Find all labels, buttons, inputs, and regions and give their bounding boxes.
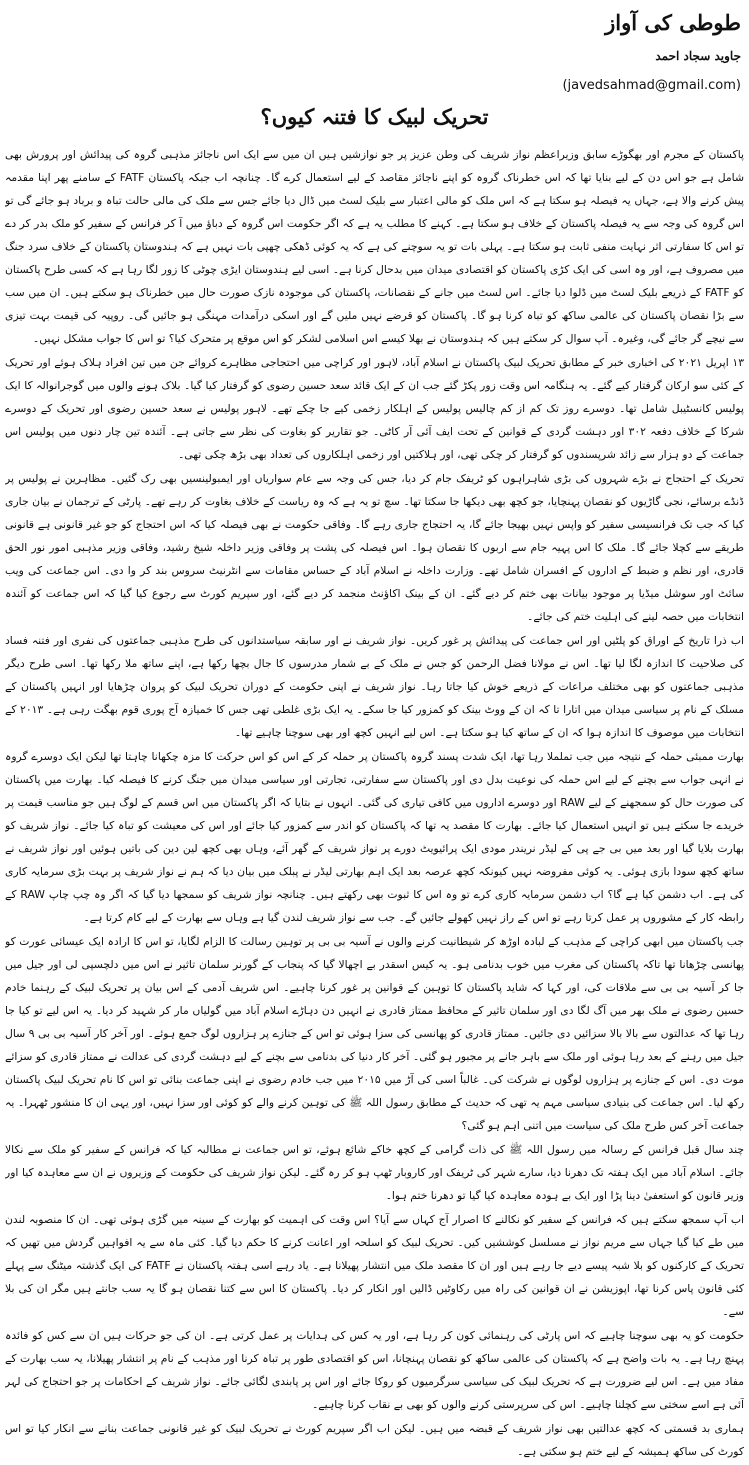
article-paragraph: جب پاکستان میں ابھی کراچی کے مذہب کے لبادہ اوڑھ کر شیطانیت کرنے والوں نے آسیہ بی بی پر توہین رسالت کا الزام لگایا، تو اس کا ارادہ ایک عیسائی عورت کو پھانسی چڑھانا تھا تاکہ پاکستان کی مغرب میں خوب بدنامی ہو۔ یہ کیس اسقدر بے اچھالا گیا کہ پنجاب کے گورنر سلمان تاثیر نے اس میں دلچسپی لی اور جیل میں جا کر آسیہ بی بی سے ملاقات کی، اور کہا کہ شاید پاکستان کا توہین کے قوانین پر غور کرنا چاہیے۔ اس شریف آدمی کے اس بیان پر تحریک لبیک کے رہنما خادم حسین رضوی نے ملک بھر میں آگ لگا دی اور سلمان تاثیر کے محافظ ممتاز قادری نے انہیں دن دہاڑے اسلام آباد میں گولیاں مار کر شہید کر دیا۔ یہ اس لیے تو کیا جا رہا تھا کہ عدالتوں سے بالا بالا سزائیں دی جائیں۔ ممتاز قادری کو پھانسی کی سزا ہوئی تو اس کے جنازے پر ہزاروں لوگ جمع ہوئے۔ اور آخر کار آسیہ بی بی ۹ سال جیل میں رہنے کے بعد رہا ہوئی اور ملک سے باہر جانے پر مجبور ہو گئی۔ آخر کار دنیا کی بدنامی سے بچنے کے لیے دہشت گردی کی عدالت نے ممتاز قادری کو سزائے موت دی۔ اس کے جنازے پر ہزاروں لوگوں نے شرکت کی۔ غالباً اسی کی آڑ میں ۲۰۱۵ میں جب خادم رضوی نے اپنی جماعت بنائی تو اس کا نام تحریک لبیک پاکستان رکھ لیا۔ اس جماعت کی بنیادی سیاسی مہم یہ تھی کہ حدیث کے مطابق رسول اللہ ﷺ کی توہین کرنے والے کو کوئی اور سزا نہیں، اور یہی ان کا منشور ٹھہرا۔ یہ جماعت آخر کس طرح ملک کی سیاست میں اتنی اہم ہو گئی؟ (5, 935, 744, 1132)
article-paragraph: اب ذرا تاریخ کے اوراق کو پلٹیں اور اس جماعت کی پیدائش پر غور کریں۔ نواز شریف نے اور سابقہ سیاستدانوں کی طرح مذہبی جماعتوں کی نفری اور فتنہ فساد کی صلاحیت کا اندازہ لگا لیا تھا۔ اس نے مولانا فضل الرحمن کو جس نے ملک کے بے شمار مدرسوں کا جال بچھا رکھا ہے، اپنے ساتھ ملا رکھا تھا۔ اسی طرح دیگر مذہبی جماعتوں کو بھی مختلف مراعات کے ذریعے خوش کیا جاتا رہا۔ نواز شریف نے اپنی حکومت کے دوران تحریک لبیک کو پروان چڑھایا اور انہیں پاکستان کے مسلک کے نام پر سیاسی میدان میں اتارا تا کہ ان کے ووٹ بینک کو کمزور کیا جا سکے۔ یہ ایک بڑی غلطی تھی جس کا خمیازہ آج پوری قوم بھگت رہی ہے۔ ۲۰۱۳ کے انتخابات میں موصوف کا اندازہ ہوا کہ ان کے ساتھ کیا ہو سکتا ہے۔ اس لیے انہیں کچھ اور بھی سوچنا چاہیے تھا۔ (5, 634, 744, 739)
article-paragraph: ہماری بد قسمتی کہ کچھ عدالتیں بھی نواز شریف کے قبضہ میں ہیں۔ لیکن اب اگر سپریم کورٹ نے تحریک لبیک کو غیر قانونی جماعت بنانے سے انکار کیا تو اس کورٹ کی ساکھ ہمیشہ کے لیے ختم ہو سکتی ہے۔ (5, 1422, 744, 1458)
article-body (5, 143, 744, 1461)
author-email: javedsahmad@gmail.com (567, 78, 736, 93)
author-email-line (0, 76, 741, 96)
column-title: طوطی کی آواز (605, 10, 741, 35)
article-paragraph: چند سال قبل فرانس کے رسالہ میں رسول اللہ ﷺ کی ذات گرامی کے کچھ خاکے شائع ہوئے، تو اس جماعت نے مطالبہ کیا کہ فرانس کے سفیر کو ملک سے نکالا جائے۔ اسلام آباد میں ایک ہفتہ تک دھرنا دیا، سارے شہر کی ٹریفک اور کاروبار ٹھپ ہو کر رہ گئے۔ لیکن نواز شریف کی حکومت کے وزیروں نے ان سے معاہدہ کیا اور وزیر قانون کو استعفیٰ دینا پڑا اور ایک بے ہودہ معاہدہ کیا گیا تو دھرنا ختم ہوا۔ (5, 1143, 744, 1202)
article-paragraph: بھارت ممبئی حملہ کے نتیجہ میں جب تململا رہا تھا، ایک شدت پسند گروہ پاکستان پر حملہ کر کے اس کو اس حرکت کا مزہ چکھانا چاہتا تھا لیکن ایک دوسرے گروہ نے انہی جواب سے بچنے کے لیے اس حملہ کی نوعیت بدل دی اور پاکستان سے سفارتی، تجارتی اور سیاسی میدان میں جنگ کرنے کا فیصلہ کیا۔ بھارت میں پاکستان کی صورت حال کو سمجھنے کے لیے RAW اور دوسرے اداروں میں کافی تیاری کی گئی۔ انہوں نے بتایا کہ اگر پاکستان میں اس قسم کے لوگ ہیں جو مناسب قیمت پر خریدے جا سکتے ہیں تو انہیں استعمال کیا جائے۔ بھارت کا مقصد یہ تھا کہ پاکستان کو اندر سے کمزور کیا جائے اور اس کی معیشت کو تباہ کیا جائے۔ نواز شریف کو بھارت بلایا گیا اور بعد میں بی جے پی کے لیڈر نریندر مودی ایک پرائیویٹ دورے پر نواز شریف کے گھر آئے، وہاں بھی کچھ لین دین کی باتیں ہوئیں اور نواز شریف نے ساتھ کچھ سودا بازی ہوئی۔ یہ کوئی مفروضہ نہیں کیونکہ کچھ عرصہ بعد ایک اہم بھارتی لیڈر نے پبلک میں بیان دیا کہ ہم نے نواز شریف پر بہت بڑی سرمایہ کاری کی ہے۔ اب دشمن کیا ہے گا؟ اب دشمن سرمایہ کاری کرے تو وہ اس کا ثبوت بھی رکھتے ہیں۔ چنانچہ نواز شریف کو سمجھا دیا گیا کہ اگر وہ چپ چاپ RAW کے رابطہ کار کے مشوروں پر عمل کرتا رہے تو اس کے راز نہیں کھولے جائیں گے۔ جب سے نواز شریف لندن گیا ہے وہاں سے بھارت کے لیے کام کرتا ہے۔ (5, 750, 744, 924)
article-title: تحریک لبیک کا فتنہ کیوں؟ (260, 104, 489, 129)
article-paragraph: تحریک کے احتجاج نے بڑے شہروں کی بڑی شاہراہوں کو ٹریفک جام کر دیا، جس کی وجہ سے عام سواریاں اور ایمبولینسیں بھی رک گئیں۔ مظاہرین نے پولیس پر ڈنڈے برسائے، نجی گاڑیوں کو نقصان پہنچایا، جو کچھ بھی دیکھا جا سکتا تھا۔ سچ تو یہ ہے کہ وہ ریاست کے خلاف بغاوت کر رہے تھے۔ پارٹی کے ترجمان نے بیان جاری کیا کہ جب تک فرانسیسی سفیر کو واپس نہیں بھیجا جائے گا، یہ احتجاج جاری رہے گا۔ وفاقی حکومت نے بھی فیصلہ کیا کہ اس احتجاج کو جو غیر قانونی ہے قانونی طریقے سے کچلا جائے گا۔ ملک کا اس پہیہ جام سے اربوں کا نقصان ہوا۔ اس فیصلہ کی پشت پر وفاقی وزیر داخلہ شیخ رشید، وفاقی وزیر مذہبی امور نور الحق قادری، اور نظم و ضبط کے اداروں کے افسران شامل تھے۔ وزارت داخلہ نے اسلام آباد کے حساس مقامات سے انٹرنیٹ سروس بند کر وا دی۔ اس جماعت کی ویب سائٹ اور سوشل میڈیا پر موجود بیانات بھی ختم کر دیے گئے۔ ان کے بینک اکاؤنٹ منجمد کر دیے گئے، اور سپریم کورٹ سے رجوع کیا گیا کہ اس جماعت کو آئندہ انتخابات میں حصہ لینے کی اہلیت ختم کی جائے۔ (5, 472, 744, 623)
author-name: جاوید سجاد احمد (655, 49, 741, 63)
article-paragraph: پاکستان کے مجرم اور بھگوڑے سابق وزیراعظم نواز شریف کی وطن عزیز پر جو نوازشیں ہیں ان میں سے ایک اس ناجائز مذہبی گروہ کی پیدائش اور پرورش بھی شامل ہے جو اس دن کے لیے بنایا تھا کہ اس خطرناک گروہ کو اپنے ناجائز مقاصد کے لیے استعمال کرے گا۔ چنانچہ اب جبکہ پاکستان FATF کے سامنے پھر اپنا مقدمہ پیش کرنے والا ہے، جہاں یہ فیصلہ ہو سکتا ہے کہ اس ملک کو مالی اعتبار سے بلیک لسٹ میں ڈال دیا جائے جس سے ملک کی مالی حالت تباہ و برباد ہو جائے گی تو اس گروہ کی وجہ سے یہ فیصلہ پاکستان کے خلاف ہو سکتا ہے۔ کہنے کا مطلب یہ ہے کہ اگر حکومت اس گروہ کے دباؤ میں آ کر فرانس کے سفیر کو ملک بدر کر دے تو اس کا سفارتی اثر نہایت منفی ثابت ہو سکتا ہے۔ پہلی بات تو یہ سوچنے کی ہے کہ یہ کوئی ڈھکی چھپی بات نہیں ہے کہ ہندوستان پاکستان کے خلاف سرد جنگ میں مصروف ہے، اور وہ اسی کی ایک کڑی پاکستان کو اقتصادی میدان میں بدحال کرنا ہے۔ اسی لیے ہندوستان ایڑی چوٹی کا زور لگا رہا ہے کہ کسی طرح پاکستان کو FATF کے ذریعے بلیک لسٹ میں ڈلوا دیا جائے۔ اس لسٹ میں جانے کے نقصانات، پاکستان کی موجودہ نازک صورت حال میں خطرناک ہو سکتے ہیں۔ ان میں سب سے بڑا نقصان پاکستان کی عالمی ساکھ کو تباہ کرنا ہو گا۔ پاکستان کو قرضے نہیں ملیں گے اور اسکی درآمدات مہنگی ہو جائیں گی۔ روپیہ کی قیمت بہت تیزی سے نیچے گر جائے گی، وغیرہ۔ آپ سوال کر سکتے ہیں کہ ہندوستان نے بھلا کیسے اس اسلامی لشکر کو اس موقع پر متحرک کیا؟ تو اس کا جواب مشکل نہیں۔ (5, 148, 744, 345)
email-open-paren: ( (562, 78, 568, 93)
article-paragraph: اب آپ سمجھ سکتے ہیں کہ فرانس کے سفیر کو نکالنے کا اصرار آج کہاں سے آیا؟ اس وقت کی اہمیت کو بھارت کے سینہ میں گڑی ہوئی تھی۔ ان کا منصوبہ لندن میں طے کیا گیا جہاں سے مریم نواز نے مسلسل کوششیں کیں۔ تحریک لبیک کو اسلحہ اور اعانت کرنے کا حکم دیا گیا۔ کئی ماہ سے یہ افواہیں گردش میں تھیں کہ تحریک کے کارکنوں کو بلا شبہ پیسے دیے جا رہے ہیں اور ان کا مقصد ملک میں انتشار پھیلانا ہے۔ یاد رہے اسی ہفتہ پاکستان نے FATF کی ایک گذشتہ میٹنگ سے پہلے کئی قانون پاس کرنا تھا، اپوزیشن نے ان قوانین کی راہ میں رکاوٹیں ڈالیں اور انکار کر دیا۔ پاکستان کا اس سے کتنا نقصان ہو گا یہ سب جانتے ہیں مگر ان کی بلا سے۔ (5, 1213, 744, 1318)
article-paragraph: ۱۳ اپریل ۲۰۲۱ کی اخباری خبر کے مطابق تحریک لبیک پاکستان نے اسلام آباد، لاہور اور کراچی میں احتجاجی مظاہرے کروائے جن میں تین افراد ہلاک ہوئے اور تحریک کے کئی سو ارکان گرفتار کیے گئے۔ یہ ہنگامہ اس وقت زور پکڑ گئے جب ان کے ایک قائد سعد حسین رضوی کو گرفتار کیا گیا۔ بلاک ہونے والوں میں گوجرانوالہ کا ایک پولیس کانسٹیبل شامل تھا۔ دوسرے روز تک کم از کم چالیس پولیس کے اہلکار زخمی کیے جا چکے تھے۔ لاہور پولیس نے سعد حسین رضوی اور تحریک کے دوسرے شرکا کے خلاف دفعہ ۳۰۲ اور دہشت گردی کے قوانین کے تحت ایف آئی آر کاٹی۔ جو تقاریر کو بغاوت کی نظر سے جاتی ہے۔ آئندہ تین چار دنوں میں پولیس اس جماعت کے دو ہزار سے زائد شرپسندوں کو گرفتار کر چکی تھی، اور ہلاکتیں اور زخمی اہلکاروں کی تعداد بھی بڑھ چکی تھی۔ (5, 356, 744, 461)
article-paragraph: حکومت کو یہ بھی سوچنا چاہیے کہ اس پارٹی کی رہنمائی کون کر رہا ہے، اور یہ کس کی ہدایات پر عمل کرتی ہے۔ ان کی جو حرکات ہیں ان سے کس کو فائدہ پہنچ رہا ہے۔ یہ بات واضح ہے کہ پاکستان کی عالمی ساکھ کو نقصان پہنچانا، اس کو اقتصادی طور پر تباہ کرنا اور مذہب کے نام پر انتشار پھیلانا، یہ سب بھارت کے مفاد میں ہے۔ اس لیے ضرورت ہے کہ تحریک لبیک کی سیاسی سرگرمیوں کو روکا جائے اور اس پر پابندی لگائی جائے۔ نواز شریف کے احکامات پر جو احتجاج کی لہر آئی ہے اسے سختی سے کچلنا چاہیے۔ اس کی سرپرستی کرنے والوں کو بھی بے نقاب کرنا چاہیے۔ (5, 1329, 744, 1411)
email-close-paren: ) (735, 78, 741, 93)
